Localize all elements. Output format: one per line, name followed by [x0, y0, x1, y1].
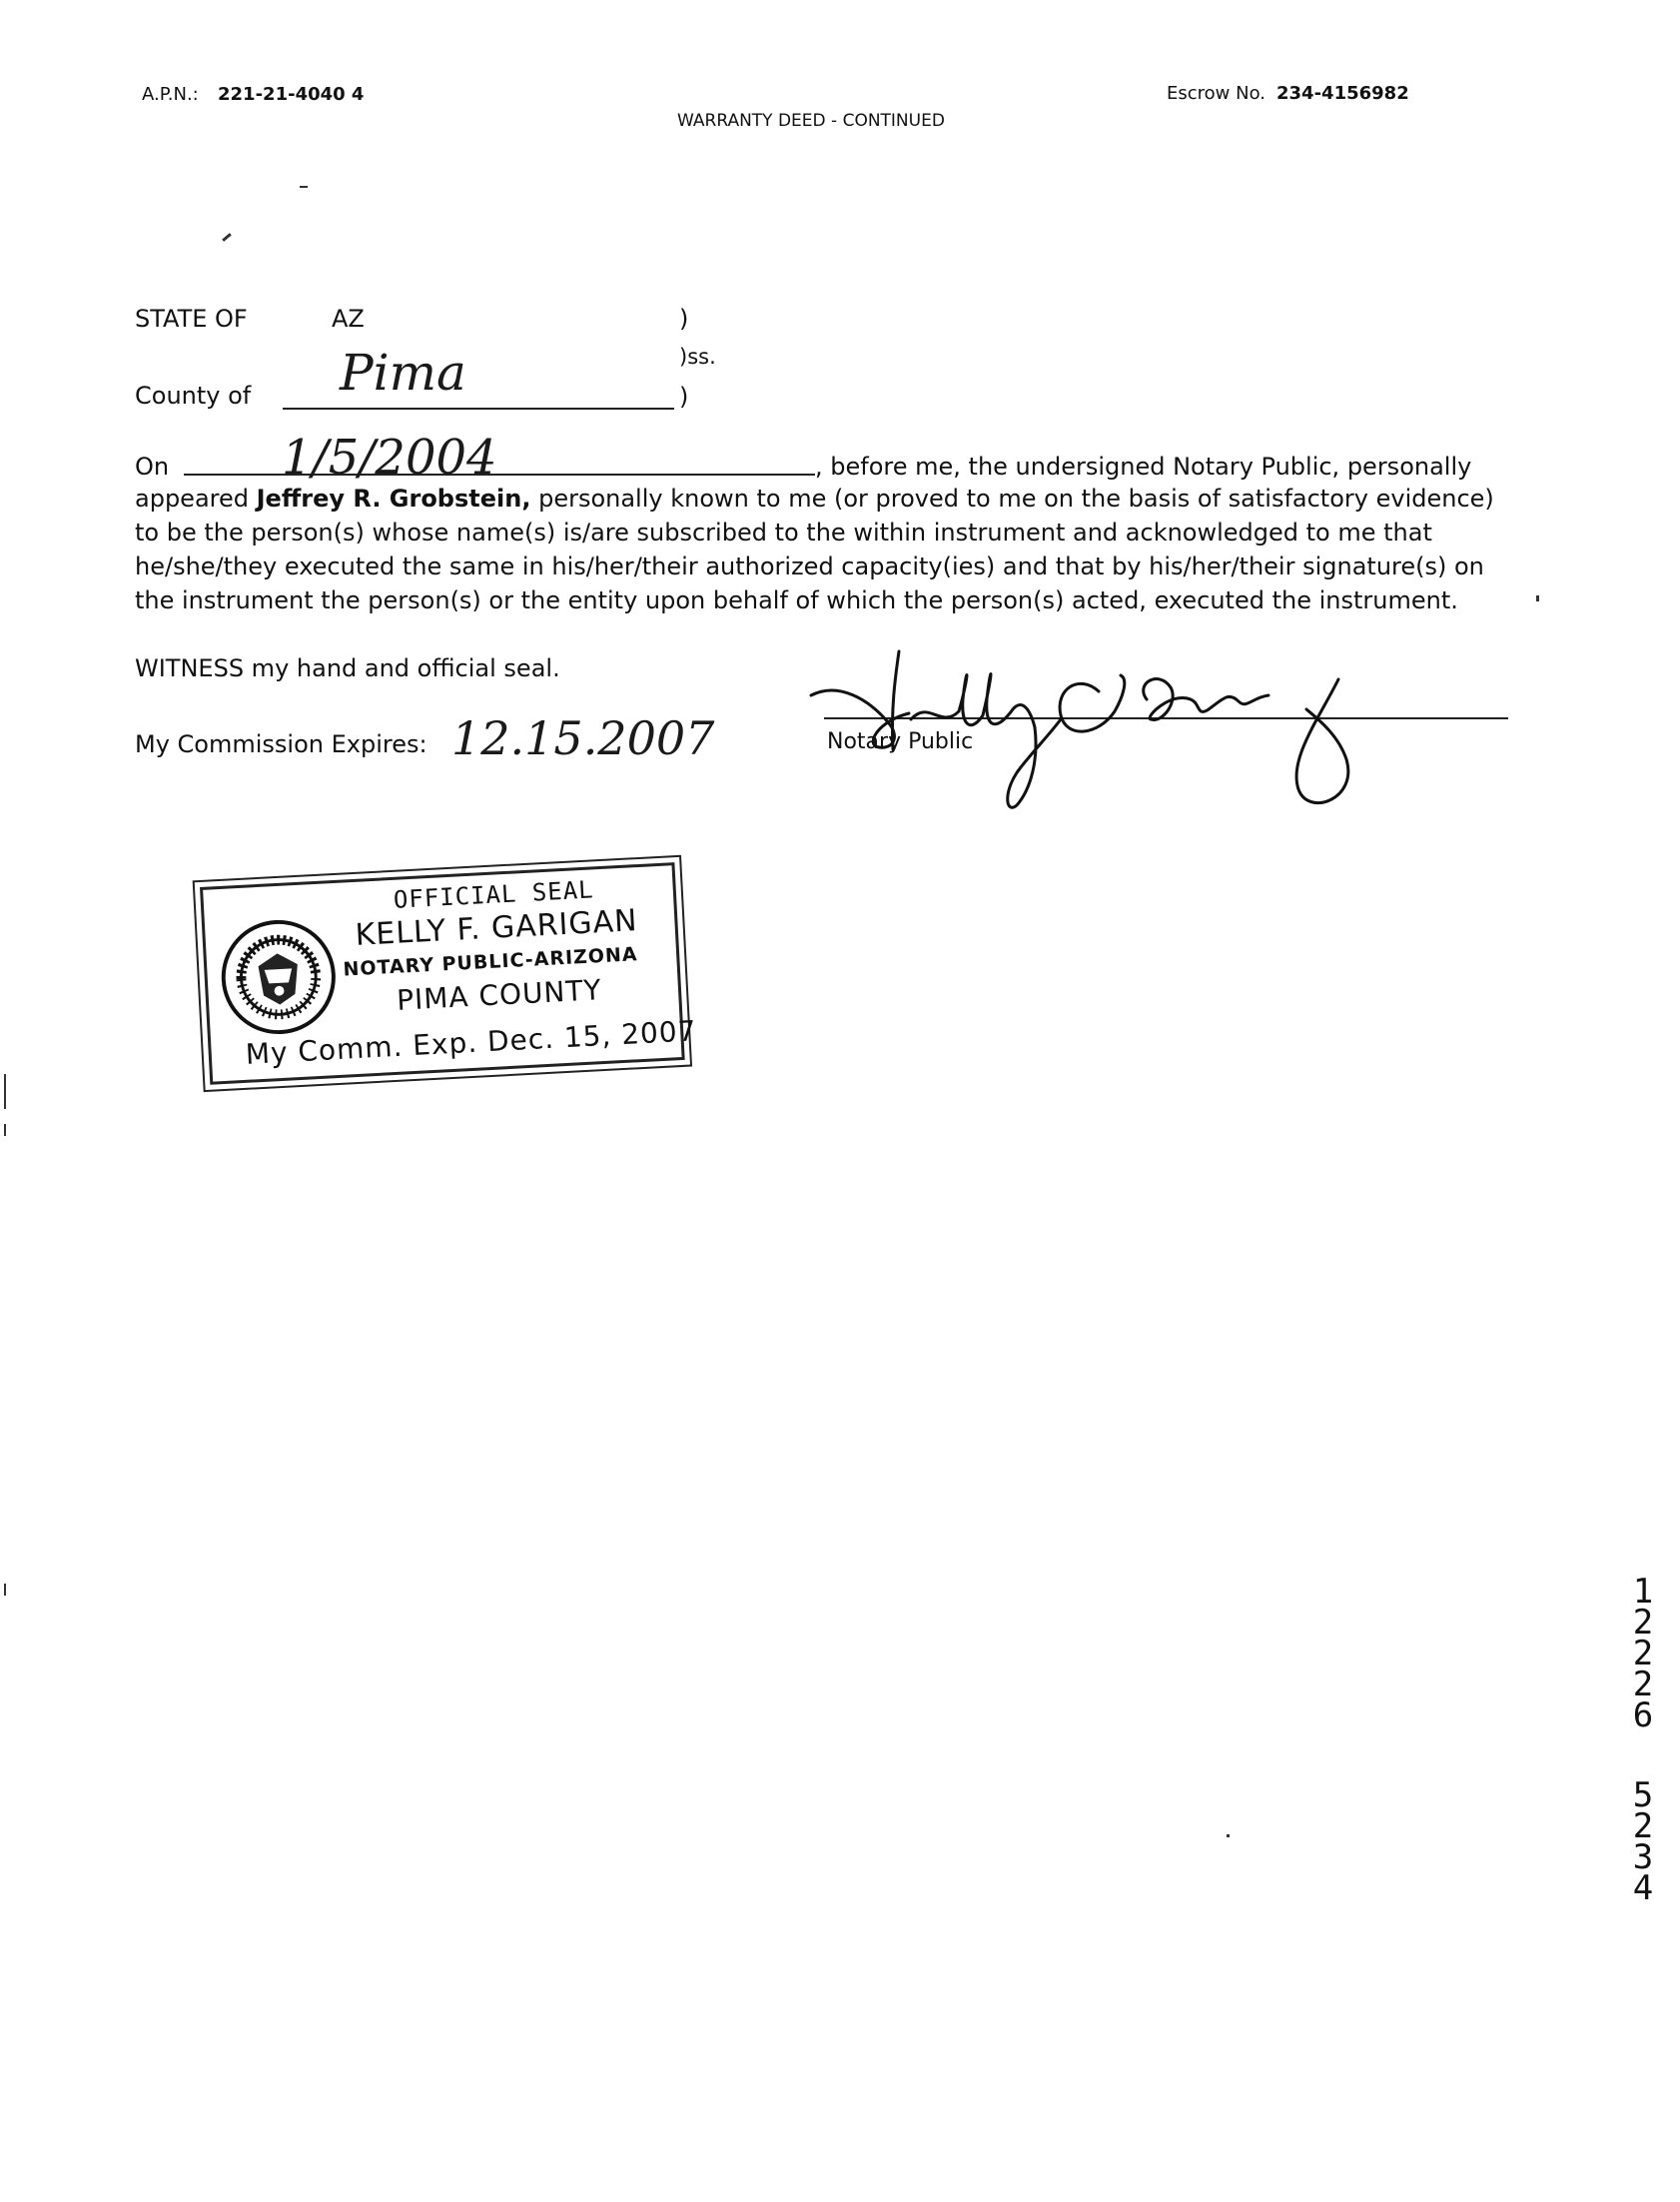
- recording-digit: 2: [1632, 1603, 1654, 1643]
- notary-signature: [799, 639, 1378, 819]
- ack-line-1-tail: , before me, the undersigned Notary Public, personally: [815, 453, 1472, 481]
- recording-digit: 2: [1632, 1634, 1654, 1673]
- venue-paren-close: ): [679, 383, 689, 411]
- notary-label: Notary Public: [827, 729, 974, 754]
- recording-digit: 3: [1632, 1837, 1654, 1877]
- state-label: STATE OF: [135, 305, 248, 333]
- scan-dot: [1536, 595, 1539, 601]
- recording-digit: 5: [1632, 1775, 1654, 1815]
- commission-label: My Commission Expires:: [135, 730, 427, 758]
- scan-mark: [222, 233, 232, 242]
- seal-line-4: PIMA COUNTY: [396, 973, 603, 1017]
- recording-number-group-1: [1628, 1572, 1658, 1735]
- witness-text: WITNESS my hand and official seal.: [135, 654, 560, 682]
- commission-value-handwritten: 12.15.2007: [451, 711, 715, 765]
- ack-paragraph: [135, 482, 1533, 617]
- recording-digit: 2: [1632, 1806, 1654, 1846]
- venue-ss: )ss.: [679, 345, 716, 369]
- official-seal-stamp: [200, 862, 698, 1085]
- escrow-value: 234-4156982: [1276, 83, 1409, 104]
- seal-line-3: NOTARY PUBLIC-ARIZONA: [342, 943, 639, 981]
- scan-margin-mark: [4, 1584, 6, 1596]
- scan-dot: [1227, 1834, 1230, 1837]
- ack-line-2-pre: appeared: [135, 485, 257, 513]
- recording-digit: 2: [1632, 1664, 1654, 1704]
- state-value: AZ: [332, 305, 365, 333]
- ack-line-5: the instrument the person(s) or the entity upon behalf of which the person(s) acted, executed the instrument.: [135, 586, 1458, 614]
- escrow-label: Escrow No.: [1167, 83, 1265, 104]
- apn-label: A.P.N.:: [142, 84, 199, 105]
- venue-paren-open: ): [679, 305, 689, 333]
- scan-margin-mark: [4, 1124, 6, 1136]
- signer-name: Jeffrey R. Grobstein,: [256, 485, 531, 513]
- seal-line-2: KELLY F. GARIGAN: [354, 903, 639, 953]
- county-label: County of: [135, 382, 252, 410]
- date-handwritten: 1/5/2004: [282, 430, 497, 486]
- ack-line-4: he/she/they executed the same in his/her/their authorized capacity(ies) and that by his/her/their signature(s) on: [135, 552, 1484, 580]
- county-underline: [283, 408, 674, 410]
- date-underline: [184, 474, 815, 476]
- ack-line-3: to be the person(s) whose name(s) is/are subscribed to the within instrument and acknowledged to me that: [135, 519, 1432, 547]
- recording-digit: 6: [1632, 1695, 1654, 1735]
- page-title: WARRANTY DEED - CONTINUED: [677, 111, 945, 131]
- ack-line-2: [135, 482, 1533, 516]
- seal-line-1: OFFICIAL SEAL: [393, 875, 595, 914]
- recording-number-group-2: [1628, 1775, 1658, 1908]
- recording-digit: 1: [1632, 1572, 1654, 1612]
- on-label: On: [135, 453, 170, 481]
- seal-line-5: My Comm. Exp. Dec. 15, 2007: [244, 1014, 698, 1071]
- county-value-handwritten: Pima: [340, 344, 466, 402]
- arizona-state-seal-icon: [217, 915, 341, 1039]
- scan-mark: [300, 186, 308, 188]
- scan-margin-mark: [4, 1074, 6, 1109]
- ack-line-2-post: personally known to me (or proved to me on the basis of satisfactory evidence): [530, 485, 1494, 513]
- apn-value: 221-21-4040 4: [218, 84, 365, 105]
- recording-digit: 4: [1632, 1868, 1654, 1908]
